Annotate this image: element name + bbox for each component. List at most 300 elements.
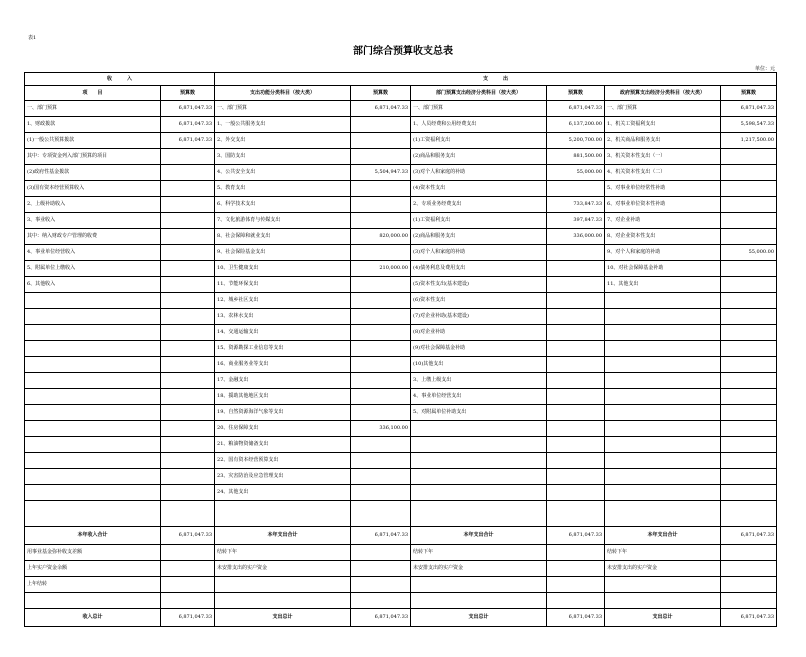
label-cell: 结转下年 xyxy=(411,545,547,561)
label-cell: (2)商品和服务支出 xyxy=(411,229,547,245)
label-cell: 6、科学技术支出 xyxy=(215,197,351,213)
amount-cell xyxy=(721,593,777,609)
label-cell xyxy=(605,469,721,485)
label-cell: (6)资本性支出 xyxy=(411,293,547,309)
label-cell: 11、节能环保支出 xyxy=(215,277,351,293)
label-cell xyxy=(411,469,547,485)
income-header: 收 入 xyxy=(25,73,215,86)
amount-cell xyxy=(547,341,605,357)
table-row xyxy=(25,453,777,469)
label-cell: (1)工资福利支出 xyxy=(411,213,547,229)
label-cell: 21、粮油物资储备支出 xyxy=(215,437,351,453)
label-cell: (2)政府性基金拨款 xyxy=(25,165,161,181)
label-cell xyxy=(605,309,721,325)
label-cell xyxy=(25,453,161,469)
label-cell: 本年支出合计 xyxy=(411,527,547,545)
table-row xyxy=(25,309,777,325)
label-cell xyxy=(25,357,161,373)
amount-cell xyxy=(351,373,411,389)
empty-cell xyxy=(547,501,605,527)
amount-cell xyxy=(547,561,605,577)
amount-cell xyxy=(161,229,215,245)
label-cell xyxy=(605,341,721,357)
amount-cell: 397,847.33 xyxy=(547,213,605,229)
column-header: 预算数 xyxy=(161,86,215,101)
amount-cell: 6,871,047.33 xyxy=(161,527,215,545)
label-cell: 本年支出合计 xyxy=(215,527,351,545)
amount-cell xyxy=(351,341,411,357)
column-header: 预算数 xyxy=(721,86,777,101)
label-cell xyxy=(25,437,161,453)
amount-cell xyxy=(547,357,605,373)
amount-cell xyxy=(351,577,411,593)
column-header: 预算数 xyxy=(547,86,605,101)
label-cell xyxy=(605,485,721,501)
amount-cell xyxy=(351,357,411,373)
amount-cell xyxy=(547,293,605,309)
label-cell: 12、城乡社区支出 xyxy=(215,293,351,309)
budget-summary-table xyxy=(24,72,777,627)
label-cell xyxy=(215,577,351,593)
label-cell: (3)对个人和家庭的补助 xyxy=(411,245,547,261)
amount-cell xyxy=(547,389,605,405)
amount-cell xyxy=(547,325,605,341)
label-cell xyxy=(411,421,547,437)
label-cell: 4、事业单位经营支出 xyxy=(411,389,547,405)
amount-cell: 6,871,047.33 xyxy=(161,133,215,149)
label-cell xyxy=(25,309,161,325)
amount-cell xyxy=(547,469,605,485)
amount-cell: 6,871,047.33 xyxy=(161,609,215,627)
label-cell: 22、国有资本经营预算支出 xyxy=(215,453,351,469)
amount-cell xyxy=(721,197,777,213)
year-total-row xyxy=(25,527,777,545)
label-cell: 11、其他支出 xyxy=(605,277,721,293)
label-cell: 用事业基金弥补收支差额 xyxy=(25,545,161,561)
label-cell: 13、农林水支出 xyxy=(215,309,351,325)
amount-cell: 6,871,047.33 xyxy=(351,527,411,545)
amount-cell: 336,100.00 xyxy=(351,421,411,437)
label-cell: 未安排支出的实户资金 xyxy=(605,561,721,577)
label-cell: 8、对企业资本性支出 xyxy=(605,229,721,245)
label-cell: 4、事业单位经营收入 xyxy=(25,245,161,261)
label-cell: 1、财政拨款 xyxy=(25,117,161,133)
amount-cell: 6,871,047.33 xyxy=(547,609,605,627)
table-row xyxy=(25,469,777,485)
label-cell: (4)资本性支出 xyxy=(411,181,547,197)
label-cell: 3、上缴上级支出 xyxy=(411,373,547,389)
amount-cell xyxy=(721,261,777,277)
amount-cell xyxy=(351,325,411,341)
label-cell: 一、部门预算 xyxy=(605,101,721,117)
table-row xyxy=(25,213,777,229)
amount-cell: 5,200,700.00 xyxy=(547,133,605,149)
label-cell: 收入总计 xyxy=(25,609,161,627)
label-cell: (5)资本性支出(基本建设) xyxy=(411,277,547,293)
amount-cell xyxy=(351,213,411,229)
amount-cell xyxy=(161,389,215,405)
amount-cell xyxy=(547,309,605,325)
label-cell: 一、部门预算 xyxy=(215,101,351,117)
amount-cell: 6,871,047.33 xyxy=(351,101,411,117)
amount-cell xyxy=(721,341,777,357)
label-cell: 2、专项业务经费支出 xyxy=(411,197,547,213)
amount-cell xyxy=(721,229,777,245)
label-cell: 3、事业收入 xyxy=(25,213,161,229)
amount-cell xyxy=(721,293,777,309)
label-cell: (1)工资福利支出 xyxy=(411,133,547,149)
label-cell xyxy=(25,405,161,421)
label-cell: 20、住房保障支出 xyxy=(215,421,351,437)
amount-cell xyxy=(351,437,411,453)
label-cell: 其中：专项资金列入部门预算的项目 xyxy=(25,149,161,165)
label-cell: 4、机关资本性支出（二） xyxy=(605,165,721,181)
amount-cell xyxy=(161,341,215,357)
label-cell: 18、援助其他地区支出 xyxy=(215,389,351,405)
table-row xyxy=(25,545,777,561)
amount-cell xyxy=(351,593,411,609)
amount-cell: 6,871,047.33 xyxy=(721,101,777,117)
amount-cell xyxy=(161,277,215,293)
label-cell: (7)对企业补助(基本建设) xyxy=(411,309,547,325)
table-row xyxy=(25,421,777,437)
amount-cell xyxy=(161,453,215,469)
amount-cell xyxy=(161,197,215,213)
table-row xyxy=(25,389,777,405)
label-cell xyxy=(605,593,721,609)
amount-cell xyxy=(351,309,411,325)
label-cell: (8)对企业补助 xyxy=(411,325,547,341)
label-cell: 16、商业服务业等支出 xyxy=(215,357,351,373)
empty-cell xyxy=(215,501,351,527)
amount-cell xyxy=(721,405,777,421)
empty-cell xyxy=(411,501,547,527)
amount-cell xyxy=(161,485,215,501)
amount-cell xyxy=(351,277,411,293)
amount-cell xyxy=(161,309,215,325)
amount-cell: 1,217,500.00 xyxy=(721,133,777,149)
amount-cell xyxy=(161,165,215,181)
amount-cell: 733,847.33 xyxy=(547,197,605,213)
table-row xyxy=(25,341,777,357)
amount-cell xyxy=(351,197,411,213)
label-cell: (10)其他支出 xyxy=(411,357,547,373)
amount-cell xyxy=(351,117,411,133)
amount-cell: 5,504,947.33 xyxy=(351,165,411,181)
table-row xyxy=(25,577,777,593)
amount-cell xyxy=(547,577,605,593)
table-row xyxy=(25,293,777,309)
label-cell xyxy=(605,437,721,453)
label-cell: 1、人员经费和公用经费支出 xyxy=(411,117,547,133)
amount-cell xyxy=(351,545,411,561)
amount-cell xyxy=(547,405,605,421)
label-cell xyxy=(25,373,161,389)
amount-cell xyxy=(721,469,777,485)
label-cell xyxy=(605,293,721,309)
amount-cell: 6,871,047.33 xyxy=(547,101,605,117)
amount-cell xyxy=(721,421,777,437)
amount-cell xyxy=(547,373,605,389)
amount-cell xyxy=(351,181,411,197)
label-cell: 支出总计 xyxy=(605,609,721,627)
label-cell: 1、机关工资福利支出 xyxy=(605,117,721,133)
label-cell: 支出总计 xyxy=(215,609,351,627)
amount-cell xyxy=(721,325,777,341)
table-row xyxy=(25,101,777,117)
table-row xyxy=(25,405,777,421)
label-cell: 6、对事业单位资本性补助 xyxy=(605,197,721,213)
amount-cell xyxy=(547,545,605,561)
amount-cell xyxy=(161,405,215,421)
label-cell: (3)对个人和家庭的补助 xyxy=(411,165,547,181)
amount-cell xyxy=(351,133,411,149)
table-row xyxy=(25,229,777,245)
amount-cell xyxy=(351,293,411,309)
amount-cell xyxy=(547,245,605,261)
amount-cell xyxy=(547,437,605,453)
label-cell: 本年收入合计 xyxy=(25,527,161,545)
spacer-row xyxy=(25,501,777,527)
label-cell: 1、一般公共服务支出 xyxy=(215,117,351,133)
amount-cell xyxy=(161,593,215,609)
amount-cell: 210,000.00 xyxy=(351,261,411,277)
label-cell: 6、其他收入 xyxy=(25,277,161,293)
amount-cell xyxy=(161,577,215,593)
amount-cell xyxy=(721,485,777,501)
label-cell: 10、对社会保障基金补助 xyxy=(605,261,721,277)
amount-cell xyxy=(721,165,777,181)
amount-cell xyxy=(161,181,215,197)
amount-cell: 5,598,547.33 xyxy=(721,117,777,133)
label-cell: 9、对个人和家庭的补助 xyxy=(605,245,721,261)
label-cell: 5、对事业单位经常性补助 xyxy=(605,181,721,197)
label-cell: 23、灾害防治及应急管理支出 xyxy=(215,469,351,485)
column-header-row xyxy=(25,86,777,101)
label-cell: 上年实户资金余额 xyxy=(25,561,161,577)
empty-cell xyxy=(351,501,411,527)
label-cell: 2、上级补助收入 xyxy=(25,197,161,213)
label-cell: 9、社会保险基金支出 xyxy=(215,245,351,261)
amount-cell xyxy=(721,373,777,389)
amount-cell xyxy=(351,561,411,577)
label-cell: 14、交通运输支出 xyxy=(215,325,351,341)
amount-cell xyxy=(161,245,215,261)
label-cell xyxy=(411,485,547,501)
unit-label: 单位：元 xyxy=(754,66,775,72)
label-cell xyxy=(25,341,161,357)
label-cell xyxy=(411,577,547,593)
expense-header: 支 出 xyxy=(215,73,777,86)
amount-cell: 55,000.00 xyxy=(721,245,777,261)
label-cell xyxy=(605,357,721,373)
amount-cell xyxy=(721,545,777,561)
label-cell: 17、金融支出 xyxy=(215,373,351,389)
label-cell xyxy=(25,325,161,341)
label-cell: 10、卫生健康支出 xyxy=(215,261,351,277)
label-cell xyxy=(25,389,161,405)
amount-cell: 6,871,047.33 xyxy=(161,101,215,117)
label-cell xyxy=(605,389,721,405)
label-cell: 5、教育支出 xyxy=(215,181,351,197)
amount-cell xyxy=(547,593,605,609)
label-cell: (9)对社会保障基金补助 xyxy=(411,341,547,357)
table-row xyxy=(25,357,777,373)
table-row xyxy=(25,485,777,501)
table-row xyxy=(25,437,777,453)
label-cell xyxy=(25,293,161,309)
label-cell: 7、对企业补助 xyxy=(605,213,721,229)
label-cell: (4)债务利息及费用支出 xyxy=(411,261,547,277)
label-cell: 19、自然资源海洋气象等支出 xyxy=(215,405,351,421)
amount-cell: 6,871,047.33 xyxy=(721,609,777,627)
label-cell: 2、外交支出 xyxy=(215,133,351,149)
label-cell xyxy=(25,485,161,501)
label-cell xyxy=(215,593,351,609)
table-row xyxy=(25,261,777,277)
amount-cell xyxy=(547,277,605,293)
amount-cell xyxy=(351,245,411,261)
table-row xyxy=(25,325,777,341)
label-cell: 未安排支出的实户资金 xyxy=(411,561,547,577)
amount-cell: 55,000.00 xyxy=(547,165,605,181)
table-row xyxy=(25,561,777,577)
label-cell: 支出总计 xyxy=(411,609,547,627)
label-cell xyxy=(25,421,161,437)
label-cell: 7、文化旅游体育与传媒支出 xyxy=(215,213,351,229)
amount-cell xyxy=(721,181,777,197)
amount-cell xyxy=(721,213,777,229)
label-cell xyxy=(411,453,547,469)
label-cell: 5、对附属单位补助支出 xyxy=(411,405,547,421)
amount-cell: 6,871,047.33 xyxy=(721,527,777,545)
label-cell: 上年结转 xyxy=(25,577,161,593)
table-row xyxy=(25,181,777,197)
amount-cell xyxy=(161,561,215,577)
label-cell: 一、部门预算 xyxy=(411,101,547,117)
table-row xyxy=(25,117,777,133)
empty-cell xyxy=(25,501,161,527)
label-cell: 4、公共安全支出 xyxy=(215,165,351,181)
amount-cell xyxy=(161,357,215,373)
label-cell: (3)国有资本经营预算收入 xyxy=(25,181,161,197)
table-number: 表1 xyxy=(28,35,37,41)
label-cell xyxy=(411,593,547,609)
label-cell: 本年支出合计 xyxy=(605,527,721,545)
amount-cell xyxy=(721,277,777,293)
amount-cell xyxy=(721,389,777,405)
table-row xyxy=(25,373,777,389)
amount-cell: 6,871,047.33 xyxy=(547,527,605,545)
amount-cell xyxy=(351,405,411,421)
amount-cell: 6,137,200.00 xyxy=(547,117,605,133)
label-cell: (1)一般公共预算拨款 xyxy=(25,133,161,149)
label-cell: 8、社会保障和就业支出 xyxy=(215,229,351,245)
label-cell xyxy=(25,593,161,609)
amount-cell xyxy=(161,293,215,309)
empty-cell xyxy=(605,501,721,527)
grand-total-row xyxy=(25,609,777,627)
amount-cell xyxy=(161,469,215,485)
amount-cell: 820,000.00 xyxy=(351,229,411,245)
amount-cell xyxy=(161,373,215,389)
label-cell: 其中：纳入财政专户管理的收费 xyxy=(25,229,161,245)
column-header: 部门预算支出经济分类科目（按大类） xyxy=(411,86,547,101)
amount-cell xyxy=(547,261,605,277)
label-cell: 一、部门预算 xyxy=(25,101,161,117)
amount-cell xyxy=(721,357,777,373)
empty-cell xyxy=(161,501,215,527)
amount-cell xyxy=(351,469,411,485)
table-row xyxy=(25,245,777,261)
amount-cell xyxy=(161,213,215,229)
amount-cell xyxy=(721,309,777,325)
table-row xyxy=(25,165,777,181)
table-row xyxy=(25,197,777,213)
label-cell: 3、国防支出 xyxy=(215,149,351,165)
amount-cell xyxy=(721,453,777,469)
amount-cell xyxy=(547,453,605,469)
empty-cell xyxy=(721,501,777,527)
label-cell: 2、机关商品和服务支出 xyxy=(605,133,721,149)
label-cell xyxy=(605,577,721,593)
label-cell: 5、附属单位上缴收入 xyxy=(25,261,161,277)
label-cell xyxy=(605,325,721,341)
label-cell xyxy=(25,469,161,485)
label-cell xyxy=(605,421,721,437)
column-header: 项 目 xyxy=(25,86,161,101)
label-cell xyxy=(605,405,721,421)
label-cell: 15、资源勘探工业信息等支出 xyxy=(215,341,351,357)
amount-cell xyxy=(547,421,605,437)
amount-cell xyxy=(351,453,411,469)
label-cell: 3、机关资本性支出（一） xyxy=(605,149,721,165)
amount-cell: 881,500.00 xyxy=(547,149,605,165)
amount-cell xyxy=(721,149,777,165)
column-header: 预算数 xyxy=(351,86,411,101)
label-cell: 24、其他支出 xyxy=(215,485,351,501)
label-cell: 结转下年 xyxy=(605,545,721,561)
amount-cell xyxy=(721,561,777,577)
label-cell: 结转下年 xyxy=(215,545,351,561)
amount-cell xyxy=(161,437,215,453)
label-cell xyxy=(605,373,721,389)
table-row xyxy=(25,133,777,149)
amount-cell xyxy=(161,325,215,341)
page-title: 部门综合预算收支总表 xyxy=(353,46,453,57)
label-cell: 未安排支出的实户资金 xyxy=(215,561,351,577)
amount-cell: 336,000.00 xyxy=(547,229,605,245)
amount-cell xyxy=(547,485,605,501)
label-cell xyxy=(605,453,721,469)
table-row xyxy=(25,149,777,165)
amount-cell xyxy=(351,389,411,405)
amount-cell xyxy=(351,149,411,165)
amount-cell xyxy=(161,545,215,561)
amount-cell xyxy=(161,421,215,437)
amount-cell: 6,871,047.33 xyxy=(351,609,411,627)
label-cell: (2)商品和服务支出 xyxy=(411,149,547,165)
amount-cell xyxy=(721,437,777,453)
label-cell xyxy=(411,437,547,453)
amount-cell xyxy=(161,149,215,165)
amount-cell: 6,871,047.33 xyxy=(161,117,215,133)
column-header: 政府预算支出经济分类科目（按大类） xyxy=(605,86,721,101)
table-row xyxy=(25,277,777,293)
amount-cell xyxy=(351,485,411,501)
amount-cell xyxy=(161,261,215,277)
amount-cell xyxy=(721,577,777,593)
